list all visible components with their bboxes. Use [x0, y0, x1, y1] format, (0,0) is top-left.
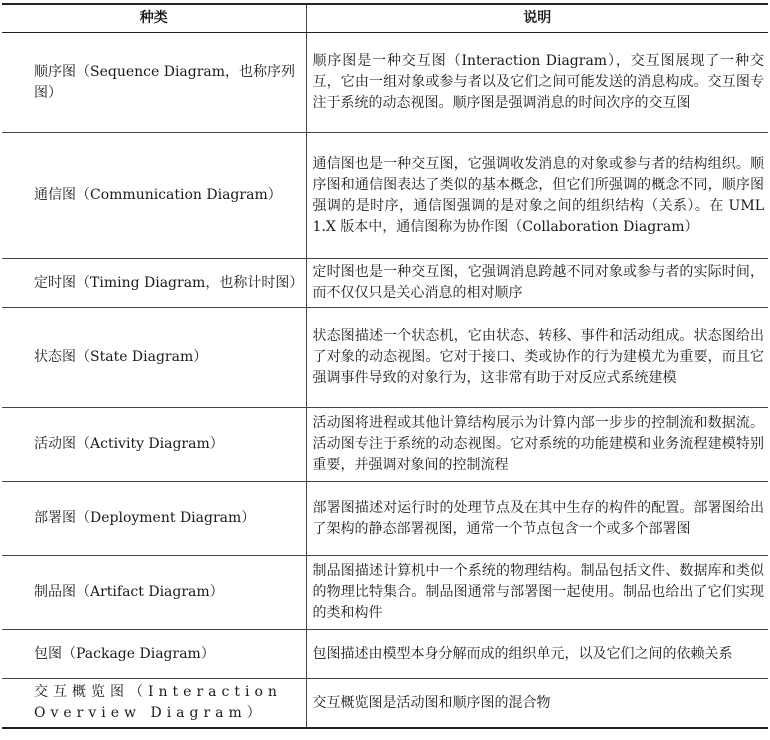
diagram-kind-cell: 部署图（Deployment Diagram） — [2, 482, 306, 556]
table-row — [2, 408, 768, 482]
diagram-kind-cell: 状态图（State Diagram） — [2, 308, 306, 408]
table-row — [2, 679, 768, 729]
diagram-kind-cell: 制品图（Artifact Diagram） — [2, 556, 306, 630]
diagram-description-cell: 状态图描述一个状态机，它由状态、转移、事件和活动组成。状态图给出了对象的动态视图。它对于接口、类或协作的行为建模尤为重要，而且它强调事件导致的对象行为，这非常有助于对反应式系统建模 — [306, 308, 768, 408]
table-row — [2, 630, 768, 679]
uml-diagram-types-table — [2, 3, 768, 729]
diagram-kind-cell: 通信图（Communication Diagram） — [2, 133, 306, 259]
diagram-kind-cell: 顺序图（Sequence Diagram，也称序列图） — [2, 33, 306, 133]
diagram-kind-cell: 定时图（Timing Diagram，也称计时图） — [2, 259, 306, 308]
table-row — [2, 482, 768, 556]
diagram-description-cell: 顺序图是一种交互图（Interaction Diagram），交互图展现了一种交互，它由一组对象或参与者以及它们之间可能发送的消息构成。交互图专注于系统的动态视图。顺序图是强调消息的时间次序的交互图 — [306, 33, 768, 133]
diagram-description-cell: 部署图描述对运行时的处理节点及在其中生存的构件的配置。部署图给出了架构的静态部署视图，通常一个节点包含一个或多个部署图 — [306, 482, 768, 556]
diagram-kind-cell: 交互概览图（Interaction Overview Diagram） — [2, 679, 306, 729]
diagram-description-cell: 定时图也是一种交互图，它强调消息跨越不同对象或参与者的实际时间，而不仅仅只是关心消息的相对顺序 — [306, 259, 768, 308]
diagram-kind-cell: 活动图（Activity Diagram） — [2, 408, 306, 482]
table-row — [2, 33, 768, 133]
header-kind: 种类 — [2, 4, 306, 33]
diagram-kind-cell: 包图（Package Diagram） — [2, 630, 306, 679]
diagram-description-cell: 活动图将进程或其他计算结构展示为计算内部一步步的控制流和数据流。活动图专注于系统的动态视图。它对系统的功能建模和业务流程建模特别重要，并强调对象间的控制流程 — [306, 408, 768, 482]
table-header — [2, 4, 768, 33]
header-description: 说明 — [306, 4, 768, 33]
diagram-description-cell: 包图描述由模型本身分解而成的组织单元，以及它们之间的依赖关系 — [306, 630, 768, 679]
table-row — [2, 556, 768, 630]
diagram-description-cell: 通信图也是一种交互图，它强调收发消息的对象或参与者的结构组织。顺序图和通信图表达了类似的基本概念，但它们所强调的概念不同，顺序图强调的是时序，通信图强调的是对象之间的组织结构（关系）。在 UML 1.X 版本中，通信图称为协作图（Collaboration Diagram） — [306, 133, 768, 259]
table-body — [2, 33, 768, 729]
table-row — [2, 308, 768, 408]
table-row — [2, 133, 768, 259]
table-row — [2, 259, 768, 308]
diagram-description-cell: 制品图描述计算机中一个系统的物理结构。制品包括文件、数据库和类似的物理比特集合。制品图通常与部署图一起使用。制品也给出了它们实现的类和构件 — [306, 556, 768, 630]
diagram-description-cell: 交互概览图是活动图和顺序图的混合物 — [306, 679, 768, 729]
header-row — [2, 4, 768, 33]
